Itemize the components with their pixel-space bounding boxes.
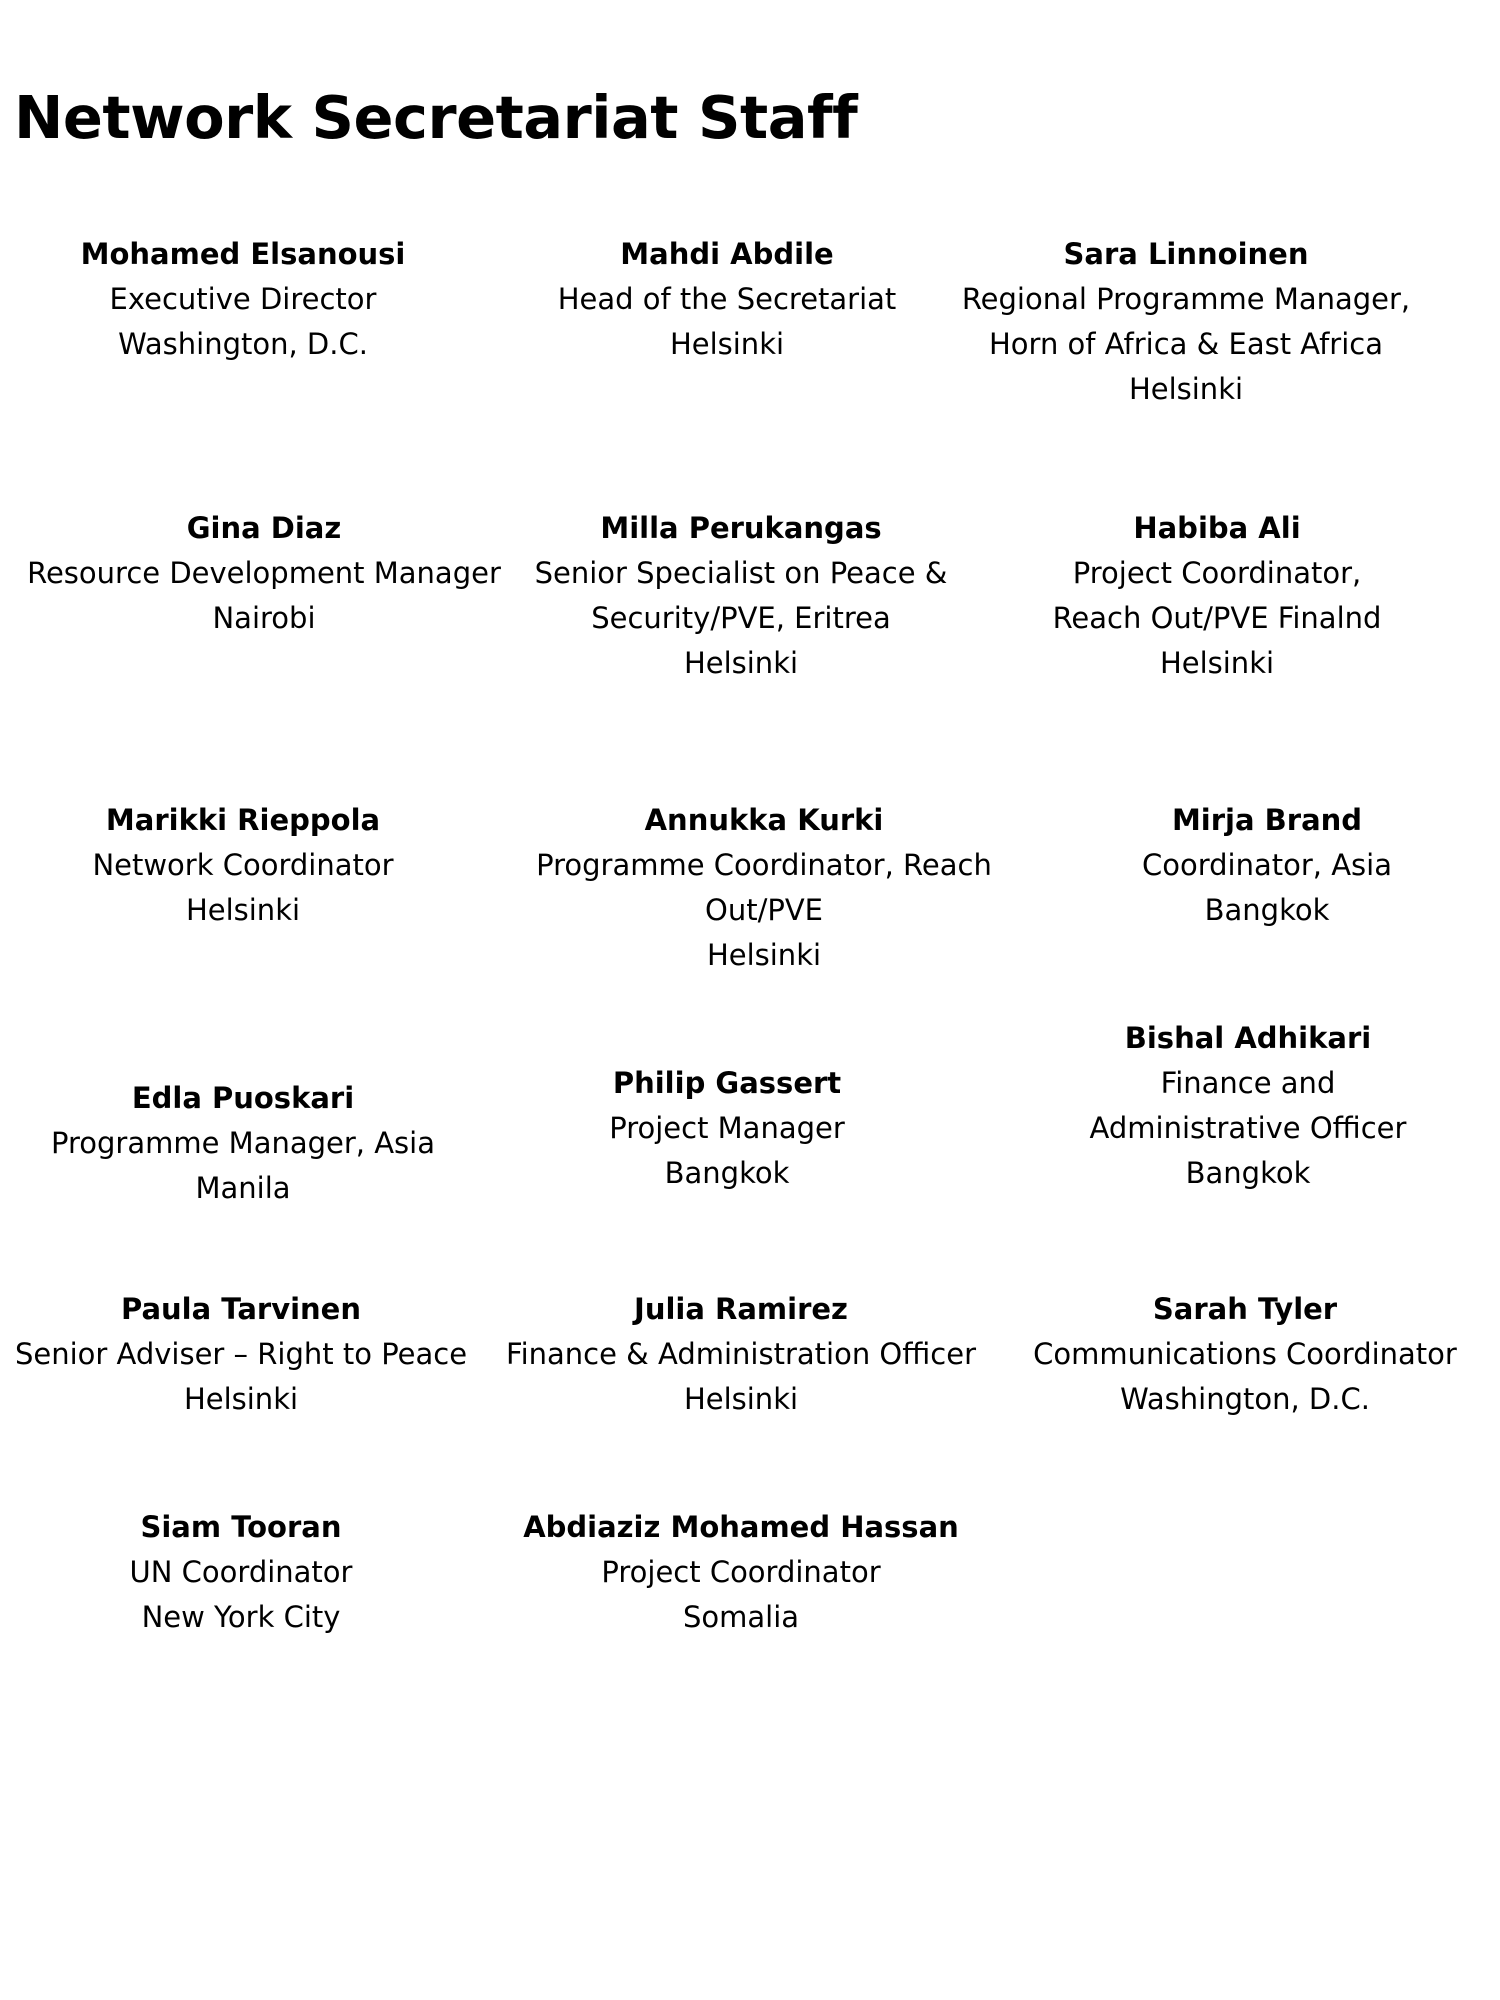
staff-role: Communications Coordinator bbox=[1033, 1337, 1457, 1371]
staff-role: Resource Development Manager bbox=[27, 556, 501, 590]
staff-name: Bishal Adhikari bbox=[1124, 1021, 1372, 1055]
staff-role: Finance & Administration Officer bbox=[506, 1337, 976, 1371]
staff-name: Sarah Tyler bbox=[1152, 1292, 1338, 1326]
staff-role: Regional Programme Manager, bbox=[961, 282, 1411, 316]
staff-role: Executive Director bbox=[109, 282, 377, 316]
staff-role: Security/PVE, Eritrea bbox=[591, 601, 891, 635]
staff-name: Milla Perukangas bbox=[600, 511, 882, 545]
staff-role: Out/PVE bbox=[705, 893, 823, 927]
staff-location: Helsinki bbox=[1128, 372, 1244, 406]
staff-location: Washington, D.C. bbox=[118, 327, 368, 361]
staff-location: Bangkok bbox=[1204, 893, 1330, 927]
staff-location: New York City bbox=[141, 1600, 341, 1634]
staff-name: Edla Puoskari bbox=[131, 1081, 355, 1115]
staff-card-annukka-kurki bbox=[524, 798, 1004, 978]
staff-card-mirja-brand bbox=[1027, 798, 1500, 933]
staff-card-habiba-ali bbox=[977, 506, 1457, 686]
staff-card-edla-puoskari bbox=[3, 1076, 483, 1211]
staff-card-milla-perukangas bbox=[501, 506, 981, 686]
staff-role: Project Manager bbox=[609, 1111, 845, 1145]
staff-name: Julia Ramirez bbox=[634, 1292, 848, 1326]
staff-location: Bangkok bbox=[664, 1156, 790, 1190]
staff-location: Helsinki bbox=[683, 1382, 799, 1416]
staff-role: Network Coordinator bbox=[92, 848, 394, 882]
staff-role: Programme Manager, Asia bbox=[51, 1126, 435, 1160]
staff-card-bishal-adhikari bbox=[1008, 1016, 1488, 1196]
staff-name: Mohamed Elsanousi bbox=[80, 237, 406, 271]
staff-name: Habiba Ali bbox=[1133, 511, 1301, 545]
staff-location: Helsinki bbox=[1159, 646, 1275, 680]
staff-name: Siam Tooran bbox=[140, 1510, 342, 1544]
staff-role: Senior Adviser – Right to Peace bbox=[14, 1337, 468, 1371]
staff-name: Paula Tarvinen bbox=[120, 1292, 361, 1326]
staff-location: Helsinki bbox=[706, 938, 822, 972]
staff-card-marikki-rieppola bbox=[3, 798, 483, 933]
staff-card-mahdi-abdile bbox=[487, 232, 967, 367]
staff-role: Coordinator, Asia bbox=[1141, 848, 1392, 882]
staff-location: Helsinki bbox=[185, 893, 301, 927]
staff-location: Helsinki bbox=[669, 327, 785, 361]
staff-role: UN Coordinator bbox=[129, 1555, 353, 1589]
page-title: Network Secretariat Staff bbox=[14, 83, 858, 152]
staff-role: Reach Out/PVE Finalnd bbox=[1052, 601, 1382, 635]
staff-card-mohamed-elsanousi bbox=[3, 232, 483, 367]
staff-name: Marikki Rieppola bbox=[105, 803, 381, 837]
staff-role: Project Coordinator bbox=[601, 1555, 881, 1589]
staff-role: Programme Coordinator, Reach bbox=[536, 848, 992, 882]
staff-location: Somalia bbox=[682, 1600, 800, 1634]
staff-location: Helsinki bbox=[183, 1382, 299, 1416]
staff-card-sara-linnoinen bbox=[946, 232, 1426, 412]
staff-card-philip-gassert bbox=[487, 1061, 967, 1196]
staff-role: Project Coordinator, bbox=[1072, 556, 1362, 590]
staff-card-paula-tarvinen bbox=[1, 1287, 481, 1422]
staff-name: Mahdi Abdile bbox=[620, 237, 834, 271]
staff-name: Mirja Brand bbox=[1171, 803, 1363, 837]
staff-card-abdiaziz-mohamed-hassan bbox=[501, 1505, 981, 1640]
staff-name: Sara Linnoinen bbox=[1063, 237, 1309, 271]
staff-name: Philip Gassert bbox=[612, 1066, 842, 1100]
staff-name: Gina Diaz bbox=[186, 511, 342, 545]
staff-card-julia-ramirez bbox=[501, 1287, 981, 1422]
staff-role: Finance and bbox=[1160, 1066, 1336, 1100]
staff-card-siam-tooran bbox=[1, 1505, 481, 1640]
staff-location: Washington, D.C. bbox=[1120, 1382, 1370, 1416]
staff-card-sarah-tyler bbox=[1005, 1287, 1485, 1422]
staff-name: Abdiaziz Mohamed Hassan bbox=[523, 1510, 959, 1544]
staff-role: Head of the Secretariat bbox=[557, 282, 897, 316]
staff-role: Horn of Africa & East Africa bbox=[989, 327, 1383, 361]
staff-location: Bangkok bbox=[1185, 1156, 1311, 1190]
staff-location: Helsinki bbox=[683, 646, 799, 680]
staff-role: Administrative Officer bbox=[1089, 1111, 1407, 1145]
staff-location: Nairobi bbox=[212, 601, 316, 635]
staff-location: Manila bbox=[195, 1171, 291, 1205]
staff-role: Senior Specialist on Peace & bbox=[534, 556, 948, 590]
staff-card-gina-diaz bbox=[24, 506, 504, 641]
staff-name: Annukka Kurki bbox=[644, 803, 884, 837]
